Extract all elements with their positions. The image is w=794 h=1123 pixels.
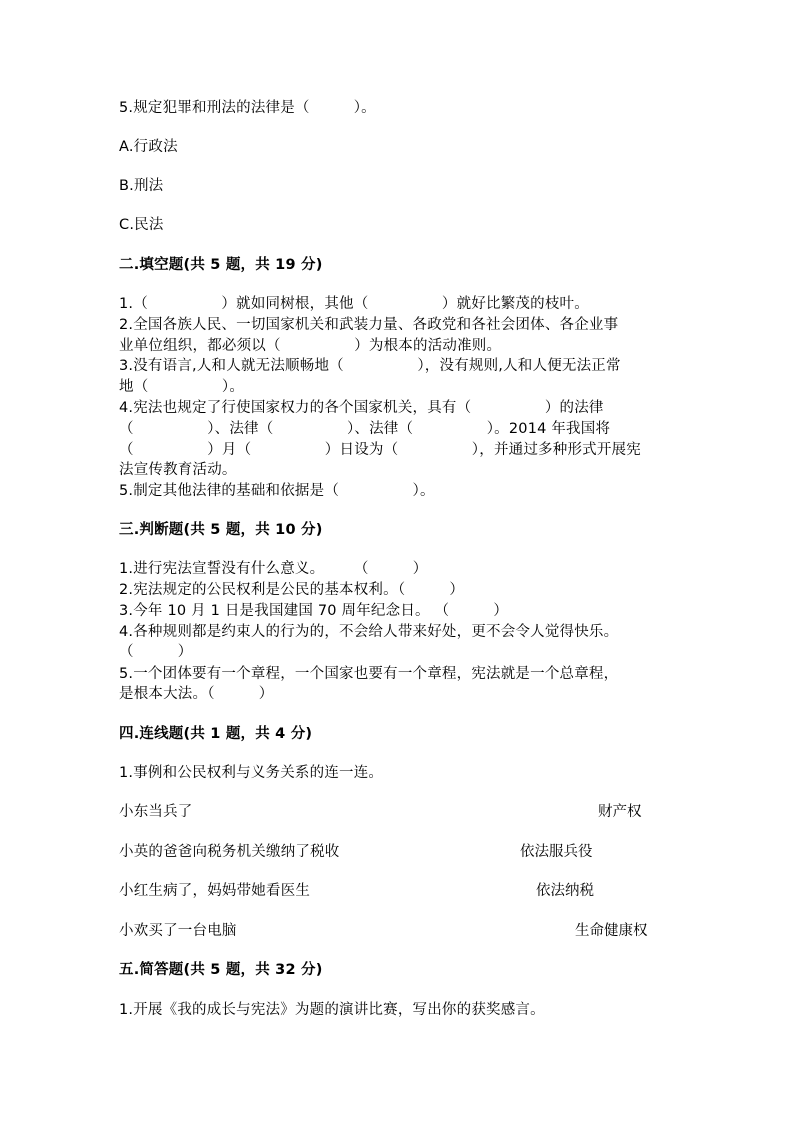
- judge-line: （ ）: [119, 644, 193, 660]
- match-left-item: 小东当兵了: [119, 804, 193, 820]
- fill-line: 地（ ）。: [119, 379, 245, 395]
- fill-line: （ ）、法律（ ）、法律（ ）。2014 年我国将: [119, 421, 611, 437]
- judge-line: 2.宪法规定的公民权利是公民的基本权利。（ ）: [119, 582, 465, 598]
- match-right-item: 依法服兵役: [520, 844, 593, 860]
- fill-line: 4.宪法也规定了行使国家权力的各个国家机关，具有（ ）的法律: [119, 400, 604, 416]
- judge-line: 3.今年 10 月 1 日是我国建国 70 周年纪念日。 （ ）: [119, 603, 509, 619]
- match-right-item: 生命健康权: [575, 923, 648, 939]
- question-5-stem: 5.规定犯罪和刑法的法律是（ ）。: [119, 100, 376, 116]
- match-right-item: 财产权: [598, 804, 642, 820]
- section-3-heading: 三.判断题(共 5 题，共 10 分): [119, 522, 323, 538]
- match-left-item: 小欢买了一台电脑: [119, 923, 237, 939]
- judge-line: 1.进行宪法宣誓没有什么意义。 （ ）: [119, 561, 428, 577]
- judge-line: 4.各种规则都是约束人的行为的，不会给人带来好处，更不会令人觉得快乐。: [119, 624, 619, 640]
- fill-line: 3.没有语言,人和人就无法顺畅地（ ），没有规则,人和人便无法正常: [119, 358, 621, 374]
- fill-line: （ ）月（ ）日设为（ ），并通过多种形式开展宪: [119, 442, 641, 458]
- short-answer-question: 1.开展《我的成长与宪法》为题的演讲比赛，写出你的获奖感言。: [119, 1002, 545, 1018]
- fill-line: 业单位组织，都必须以（ ）为根本的活动准则。: [119, 338, 502, 354]
- match-left-item: 小英的爸爸向税务机关缴纳了税收: [119, 844, 340, 860]
- option-a: A.行政法: [119, 139, 178, 155]
- option-c: C.民法: [119, 217, 164, 233]
- option-b: B.刑法: [119, 178, 164, 194]
- fill-line: 5.制定其他法律的基础和依据是（ ）。: [119, 483, 435, 499]
- match-left-item: 小红生病了，妈妈带她看医生: [119, 883, 311, 899]
- match-right-item: 依法纳税: [536, 883, 594, 899]
- section-2-heading: 二.填空题(共 5 题，共 19 分): [119, 257, 323, 273]
- judge-line: 是根本大法。（ ）: [119, 686, 274, 702]
- judge-line: 5.一个团体要有一个章程，一个国家也要有一个章程，宪法就是一个总章程，: [119, 666, 619, 682]
- section-4-heading: 四.连线题(共 1 题，共 4 分): [119, 726, 313, 742]
- fill-line: 法宣传教育活动。: [119, 462, 237, 478]
- fill-line: 1.（ ）就如同树根，其他（ ）就好比繁茂的枝叶。: [119, 296, 589, 312]
- fill-line: 2.全国各族人民、一切国家机关和武装力量、各政党和各社会团体、各企业事: [119, 317, 619, 333]
- section-5-heading: 五.简答题(共 5 题，共 32 分): [119, 962, 323, 978]
- match-question: 1.事例和公民权利与义务关系的连一连。: [119, 765, 384, 781]
